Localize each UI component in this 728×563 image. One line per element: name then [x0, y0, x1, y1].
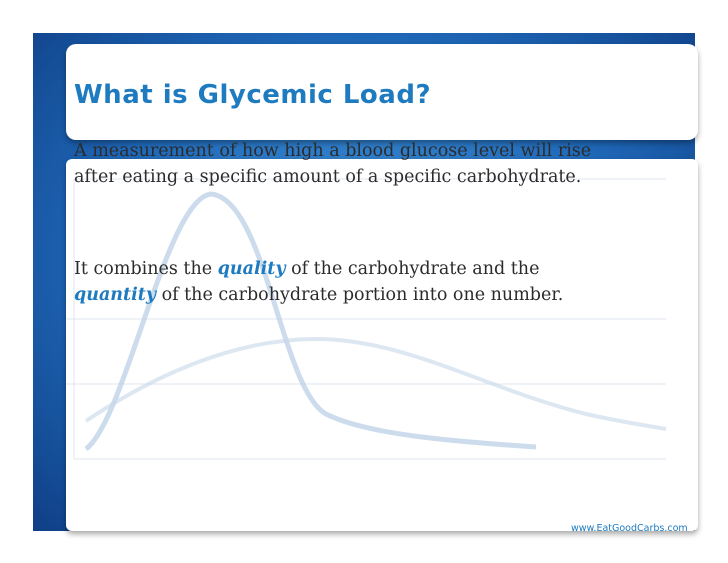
combines-prefix: It combines the	[74, 259, 218, 279]
footer-website-url: www.EatGoodCarbs.com	[571, 523, 688, 534]
quality-term: quality	[217, 259, 286, 279]
combines-middle: of the carbohydrate and the	[285, 259, 540, 279]
quantity-term: quantity	[74, 285, 157, 305]
high-gi-curve	[86, 194, 536, 449]
glycemic-curve-watermark	[66, 159, 698, 531]
definition-line-1: A measurement of how high a blood glucose level will rise	[74, 141, 592, 161]
combines-line-2	[74, 282, 563, 308]
content-panel	[66, 159, 698, 531]
slide-title: What is Glycemic Load?	[74, 80, 432, 110]
definition-line-2: after eating a specific amount of a specific carbohydrate.	[74, 167, 582, 187]
combines-line-1	[74, 256, 563, 282]
combines-suffix: of the carbohydrate portion into one number.	[156, 285, 564, 305]
combines-paragraph	[74, 256, 563, 308]
definition-paragraph	[74, 138, 591, 190]
slide-frame	[33, 33, 695, 534]
